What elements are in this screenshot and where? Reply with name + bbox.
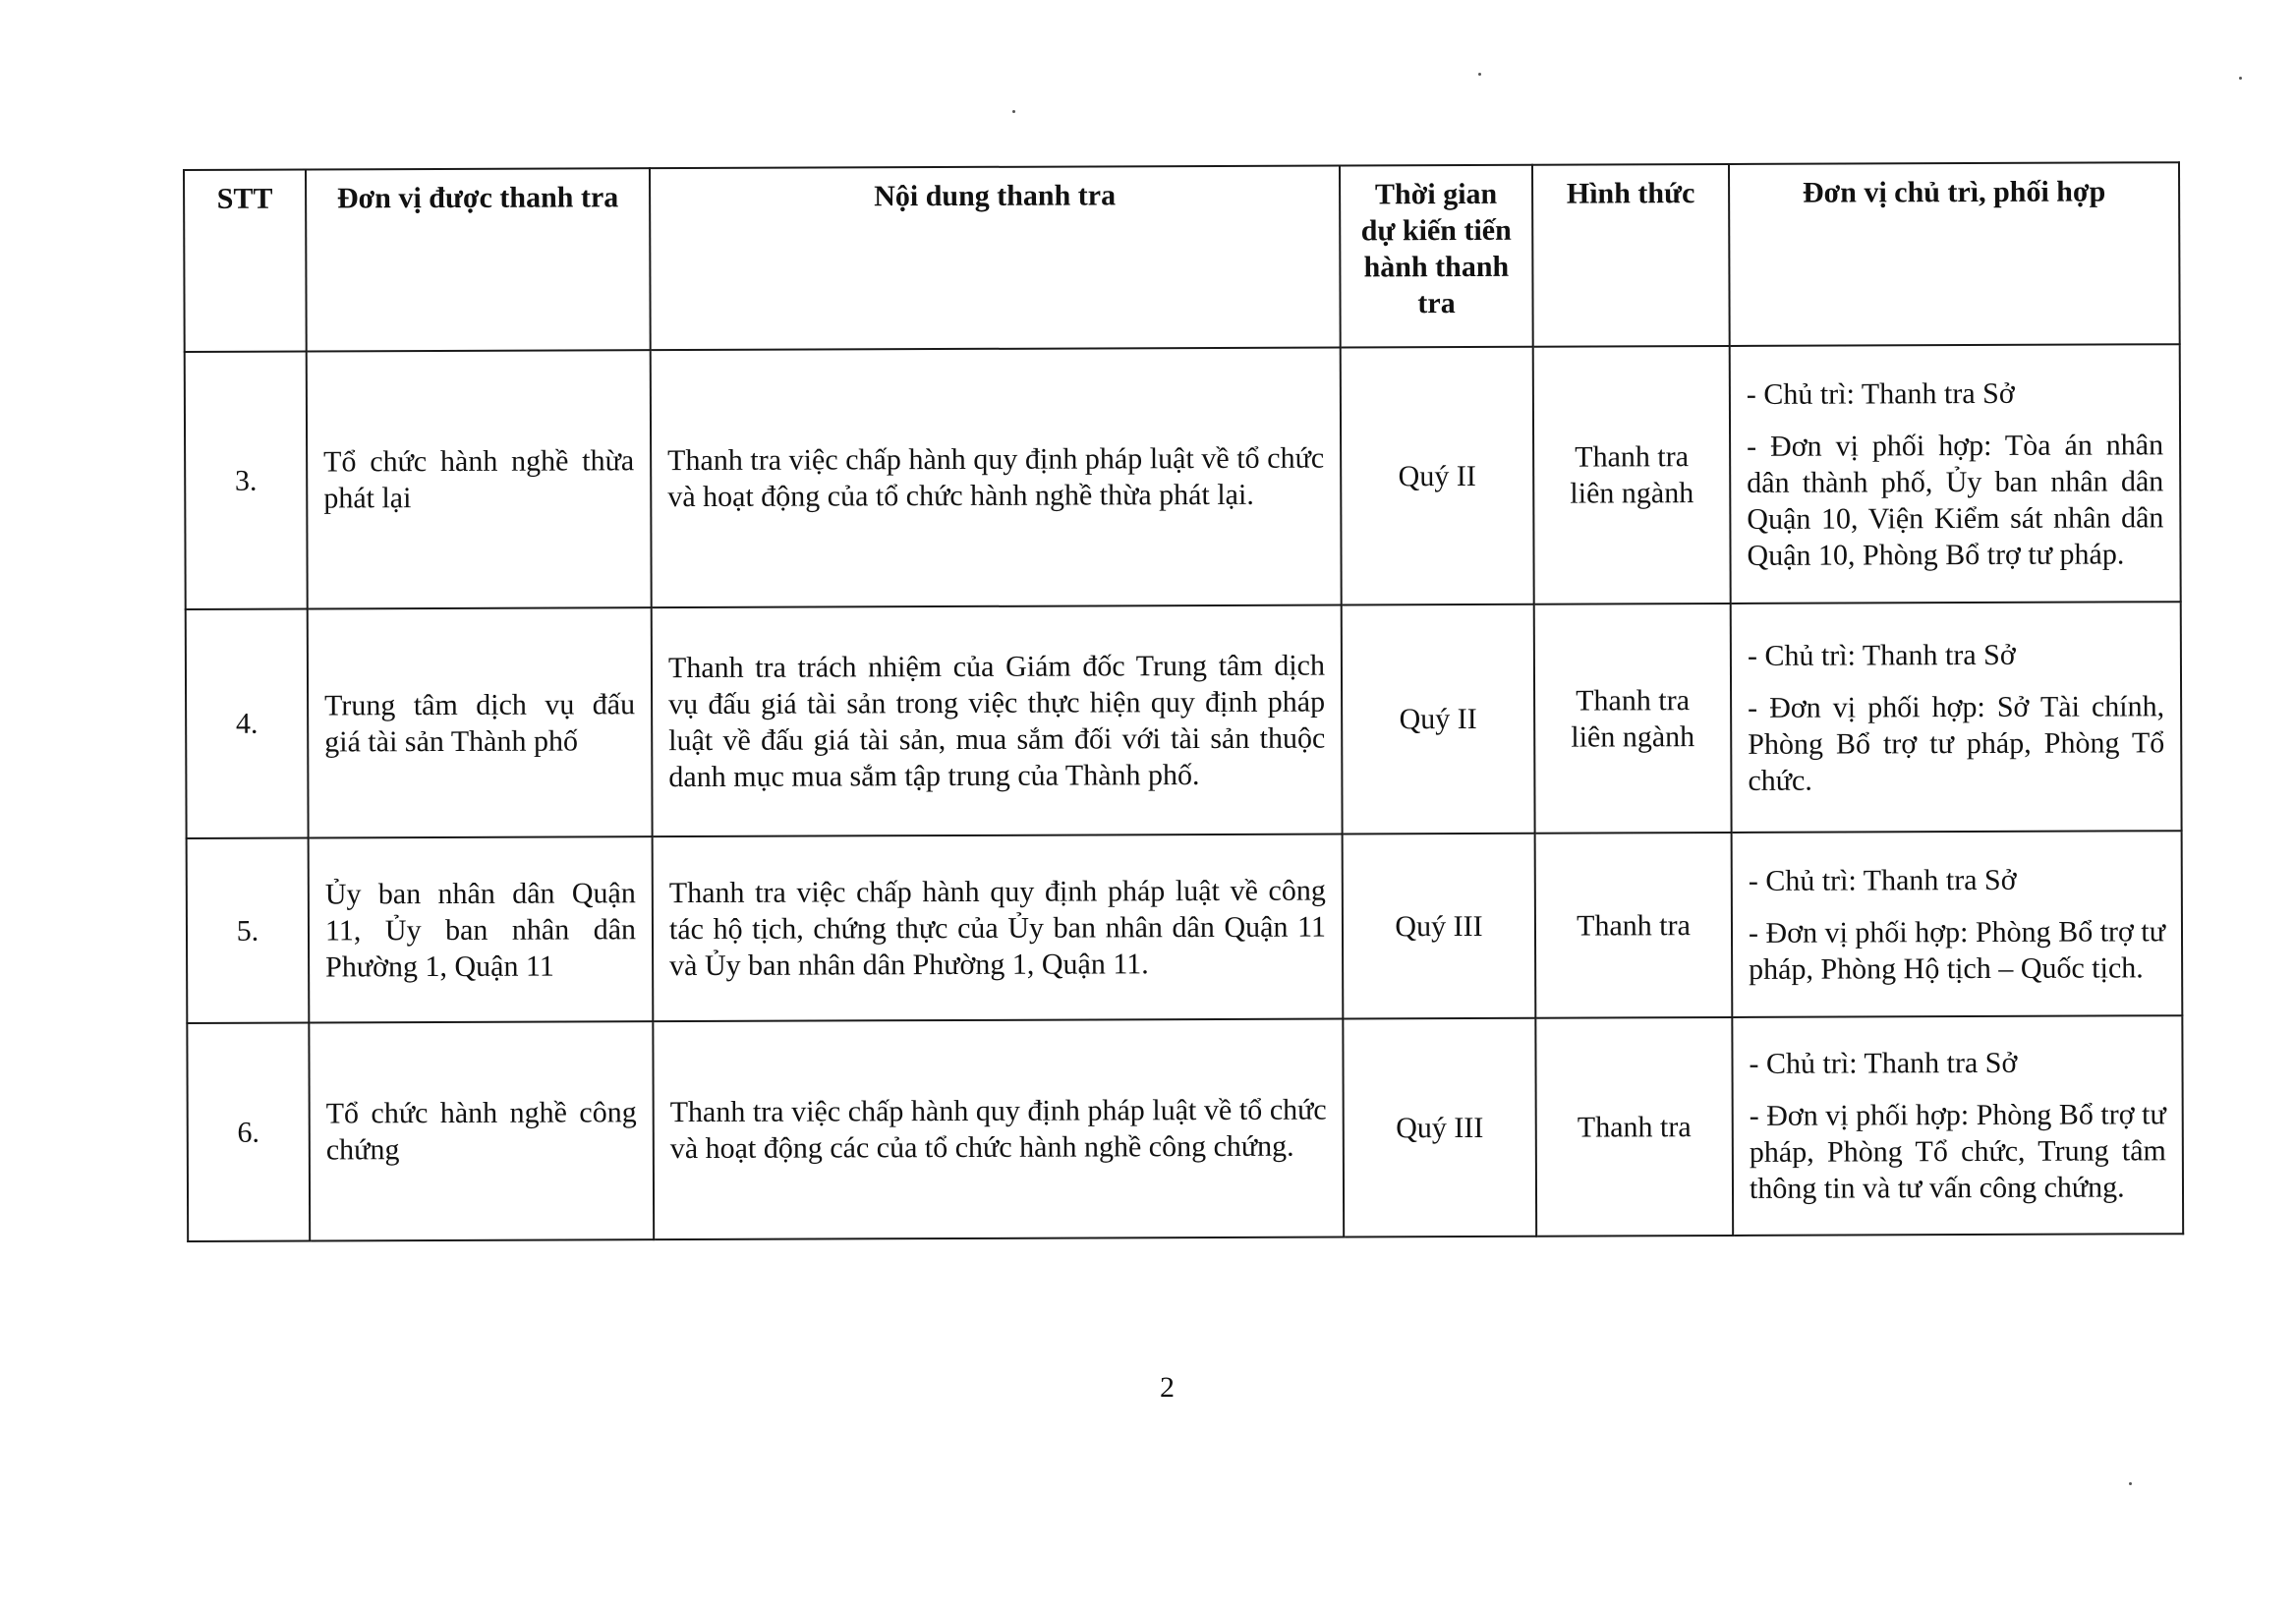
row-time: Quý III [1343,834,1536,1019]
table-header-row [184,162,2180,352]
row-unit: Tổ chức hành nghề công chứng [309,1021,654,1240]
header-time: Thời gian dự kiến tiến hành thanh tra [1340,165,1533,348]
row-host [1732,831,2183,1017]
header-host: Đơn vị chủ trì, phối hợp [1729,162,2180,346]
row-content: Thanh tra trách nhiệm của Giám đốc Trung tâm dịch vụ đấu giá tài sản trong việc thực hiện quy định pháp luật về đấu giá tài sản, mua sắm đối với tài sản thuộc danh mục mua sắm tập trung của Thành phố. [652,604,1343,836]
row-host [1730,344,2181,604]
header-stt: STT [184,170,307,352]
row-content: Thanh tra việc chấp hành quy định pháp luật về công tác hộ tịch, chứng thực của Ủy ban nhân dân Quận 11 và Ủy ban nhân dân Phường 1, Quận 11. [653,834,1344,1021]
row-content: Thanh tra việc chấp hành quy định pháp luật về tổ chức và hoạt động của tổ chức hành nghề thừa phát lại. [651,347,1342,607]
row-time: Quý II [1342,604,1535,834]
host-partners: - Đơn vị phối hợp: Sở Tài chính, Phòng Bổ trợ tư pháp, Phòng Tổ chức. [1748,689,2165,797]
host-lead: - Chủ trì: Thanh tra Sở [1746,376,2015,411]
scan-speck [2239,77,2242,80]
row-form: Thanh tra [1535,833,1733,1018]
row-form: Thanh tra liên ngành [1534,604,1732,834]
row-form: Thanh tra liên ngành [1533,346,1731,604]
host-partners: - Đơn vị phối hợp: Phòng Bổ trợ tư pháp, Phòng Tổ chức, Trung tâm thông tin và tư vấn công chứng. [1749,1098,2166,1205]
table-row [186,602,2182,838]
table-row [187,1015,2183,1241]
row-stt: 3. [185,352,308,609]
scan-speck [1012,110,1015,113]
inspection-plan-table [183,161,2184,1242]
row-form: Thanh tra [1535,1017,1733,1237]
page-number: 2 [1160,1371,1175,1404]
row-unit: Tổ chức hành nghề thừa phát lại [307,350,652,608]
header-content: Nội dung thanh tra [650,165,1341,350]
row-host [1732,1015,2183,1236]
row-time: Quý III [1343,1018,1536,1237]
host-lead: - Chủ trì: Thanh tra Sở [1747,638,2016,672]
row-host [1731,602,2182,833]
row-stt: 6. [187,1023,310,1241]
row-unit: Trung tâm dịch vụ đấu giá tài sản Thành phố [308,607,653,837]
row-content: Thanh tra việc chấp hành quy định pháp luật về tổ chức và hoạt động các của tổ chức hành nghề công chứng. [653,1018,1344,1239]
table-row [187,831,2183,1023]
host-lead: - Chủ trì: Thanh tra Sở [1748,863,2017,897]
row-stt: 5. [187,838,310,1023]
scan-speck [2129,1482,2132,1485]
header-form: Hình thức [1532,164,1730,347]
host-partners: - Đơn vị phối hợp: Tòa án nhân dân thành phố, Ủy ban nhân dân Quận 10, Viện Kiểm sát nhân dân Quận 10, Phòng Bổ trợ tư pháp. [1747,428,2164,572]
host-partners: - Đơn vị phối hợp: Phòng Bổ trợ tư pháp, Phòng Hộ tịch – Quốc tịch. [1748,914,2166,986]
row-stt: 4. [186,609,309,838]
host-lead: - Chủ trì: Thanh tra Sở [1749,1046,2018,1080]
table-row [185,344,2181,609]
scan-speck [1478,73,1481,76]
row-time: Quý II [1341,347,1534,605]
header-unit: Đơn vị được thanh tra [306,168,651,351]
row-unit: Ủy ban nhân dân Quận 11, Ủy ban nhân dân Phường 1, Quận 11 [309,836,654,1022]
